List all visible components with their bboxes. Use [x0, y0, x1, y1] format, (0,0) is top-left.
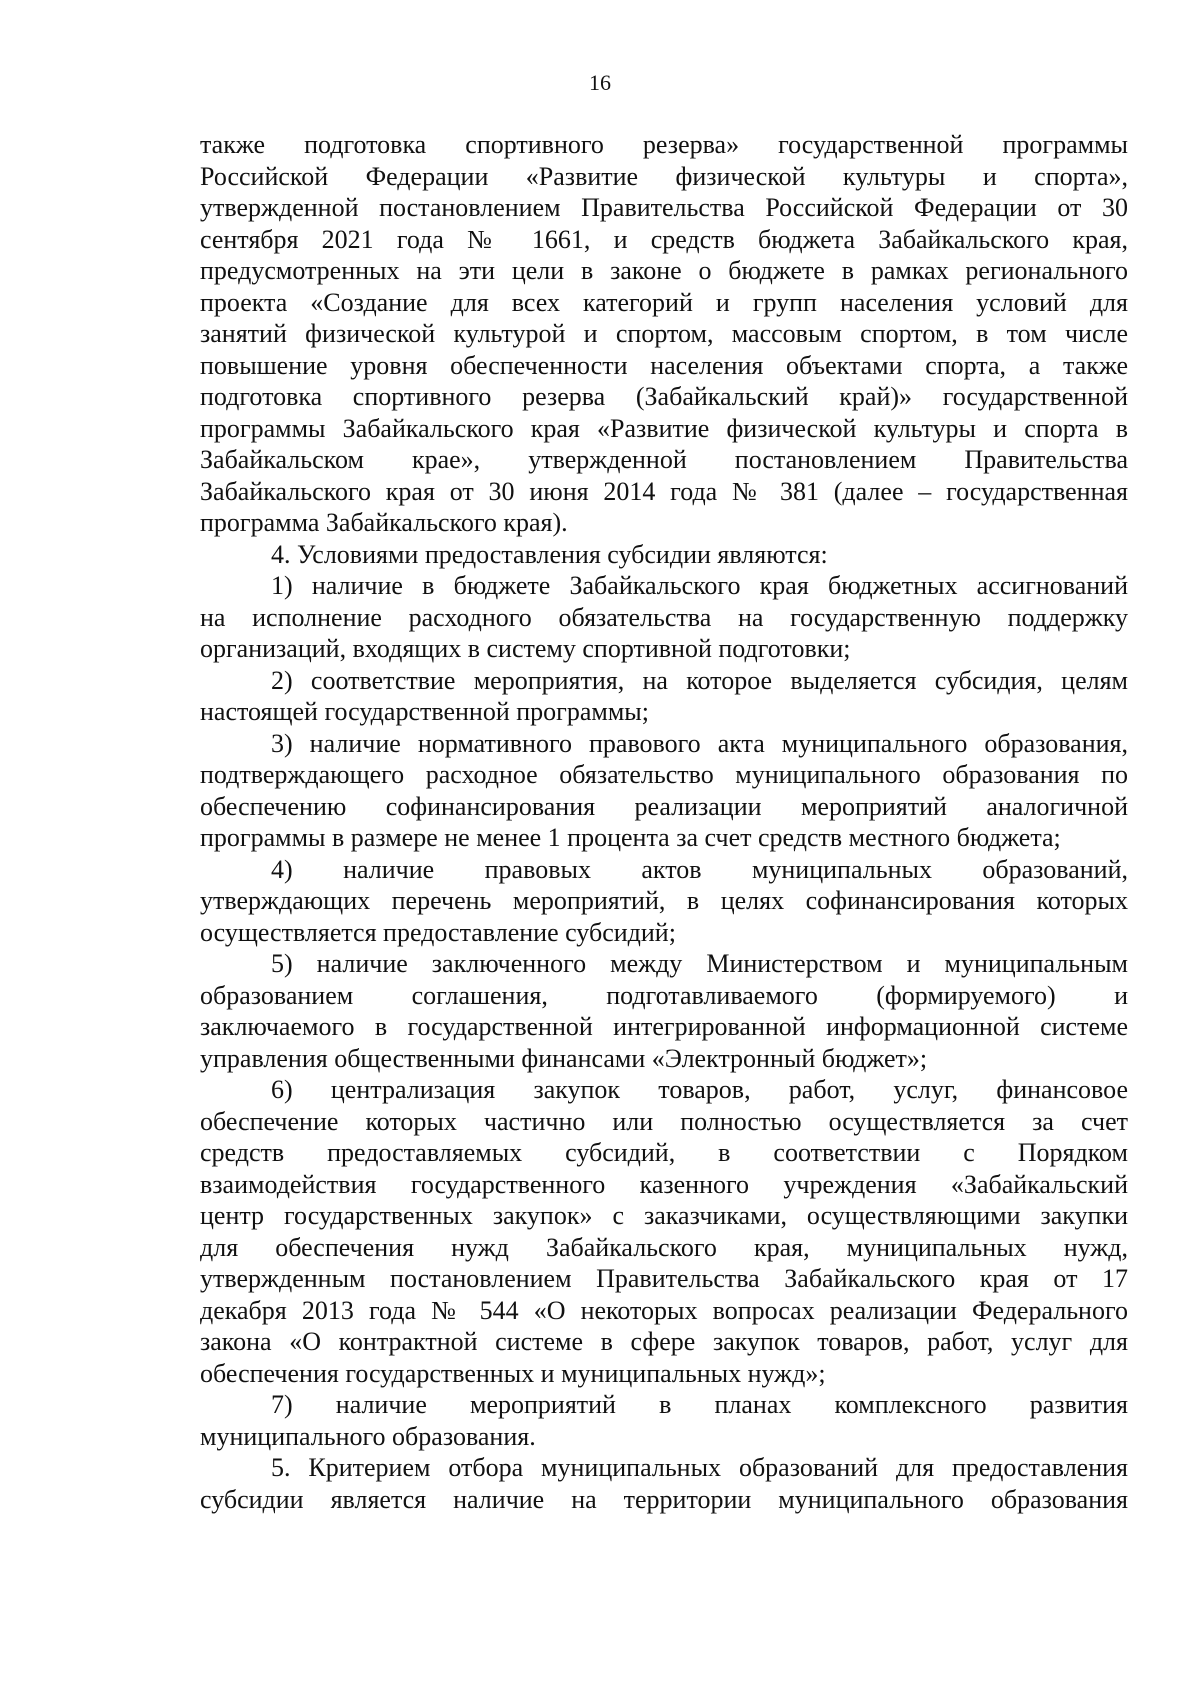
paragraph-first-line: 4) наличие правовых актов муниципальных образований, [271, 854, 1128, 884]
text-line: утверждающих перечень мероприятий, в целях софинансирования которых [200, 886, 1128, 915]
text-line: средств предоставляемых субсидий, в соответствии с Порядком [200, 1138, 1128, 1167]
text-line: Российской Федерации «Развитие физической культуры и спорта», [200, 161, 1128, 191]
paragraph-first-line: 4. Условиями предоставления субсидии являются: [271, 539, 828, 569]
text-line: повышение уровня обеспеченности населения объектами спорта, а также [200, 350, 1128, 380]
text-line: муниципального образования. [200, 1421, 536, 1451]
paragraph-first-line: 5) наличие заключенного между Министерством и муниципальным [271, 949, 1128, 978]
text-line: управления общественными финансами «Электронный бюджет»; [200, 1043, 928, 1073]
paragraph-first-line: 6) централизация закупок товаров, работ, услуг, финансовое [271, 1075, 1128, 1104]
text-line: программы в размере не менее 1 процента за счет средств местного бюджета; [200, 823, 1061, 852]
text-line: на исполнение расходного обязательства на государственную поддержку [200, 602, 1128, 632]
text-line: декабря 2013 года № 544 «О некоторых вопросах реализации Федерального [200, 1295, 1128, 1325]
text-line: Забайкальского края от 30 июня 2014 года № 381 (далее – государственная [200, 476, 1128, 506]
text-line: Забайкальском крае», утвержденной постановлением Правительства [200, 445, 1128, 474]
text-line: утвержденной постановлением Правительства Российской Федерации от 30 [200, 193, 1128, 222]
text-line: обеспечение которых частично или полностью осуществляется за счет [200, 1106, 1128, 1136]
text-line: программы Забайкальского края «Развитие физической культуры и спорта в [200, 413, 1128, 443]
text-line: закона «О контрактной системе в сфере закупок товаров, работ, услуг для [200, 1327, 1128, 1356]
text-line: программа Забайкальского края). [200, 508, 568, 537]
text-line: субсидии является наличие на территории муниципального образования [200, 1484, 1128, 1514]
page-number: 16 [589, 70, 611, 95]
text-line: центр государственных закупок» с заказчиками, осуществляющими закупки [200, 1201, 1128, 1230]
text-line: обеспечения государственных и муниципальных нужд»; [200, 1358, 826, 1388]
paragraph-first-line: 7) наличие мероприятий в планах комплексного развития [271, 1390, 1128, 1419]
text-line: заключаемого в государственной интегрированной информационной системе [200, 1012, 1128, 1041]
text-line: предусмотренных на эти цели в законе о бюджете в рамках регионального [200, 256, 1128, 285]
paragraph-first-line: 5. Критерием отбора муниципальных образований для предоставления [271, 1453, 1128, 1482]
text-line: обеспечению софинансирования реализации мероприятий аналогичной [200, 791, 1128, 821]
text-line: также подготовка спортивного резерва» государственной программы [200, 130, 1128, 159]
text-line: утвержденным постановлением Правительства Забайкальского края от 17 [200, 1264, 1128, 1293]
text-line: образованием соглашения, подготавливаемого (формируемого) и [200, 980, 1128, 1010]
text-line: настоящей государственной программы; [200, 697, 649, 726]
text-line: осуществляется предоставление субсидий; [200, 917, 676, 947]
document-body [200, 129, 1128, 1515]
text-line: проекта «Создание для всех категорий и групп населения условий для [200, 287, 1128, 317]
paragraph-first-line: 2) соответствие мероприятия, на которое выделяется субсидия, целям [271, 665, 1128, 695]
paragraph-first-line: 1) наличие в бюджете Забайкальского края бюджетных ассигнований [271, 571, 1128, 600]
text-line: подготовка спортивного резерва (Забайкальский край)» государственной [200, 382, 1128, 411]
text-line: взаимодействия государственного казенного учреждения «Забайкальский [200, 1169, 1128, 1199]
text-line: занятий физической культурой и спортом, массовым спортом, в том числе [200, 319, 1128, 348]
paragraph-first-line: 3) наличие нормативного правового акта муниципального образования, [271, 728, 1128, 758]
text-line: сентября 2021 года № 1661, и средств бюджета Забайкальского края, [200, 224, 1128, 254]
text-line: для обеспечения нужд Забайкальского края, муниципальных нужд, [200, 1232, 1128, 1262]
text-line: организаций, входящих в систему спортивной подготовки; [200, 634, 851, 663]
text-line: подтверждающего расходное обязательство муниципального образования по [200, 760, 1128, 789]
